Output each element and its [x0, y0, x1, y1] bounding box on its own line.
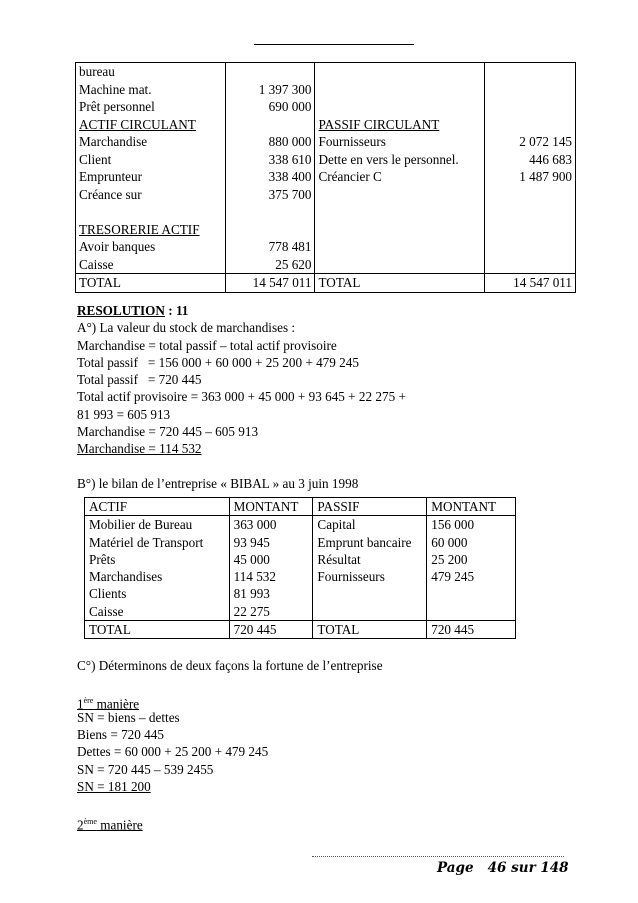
table-cell — [485, 98, 576, 116]
table-cell — [485, 63, 576, 81]
table-row — [76, 256, 576, 274]
table-cell — [225, 221, 315, 239]
table-cell — [485, 186, 576, 204]
table-cell: 2 072 145 — [485, 133, 576, 151]
table-cell — [485, 221, 576, 239]
table-cell — [225, 116, 315, 134]
table-cell — [315, 238, 485, 256]
cell-line: 22 275 — [233, 603, 270, 619]
resolution-title: RESOLUTION : 11 — [77, 303, 189, 318]
text-line: Dettes = 60 000 + 25 200 + 479 245 — [77, 744, 269, 760]
header-cell: ACTIF — [85, 498, 230, 516]
table-cell: 338 400 — [225, 168, 315, 186]
part-c-title: C°) Déterminons de deux façons la fortune de l’entreprise — [77, 658, 383, 673]
cell-line: 25 200 — [431, 551, 468, 567]
total-row — [85, 621, 516, 639]
text-line: A°) La valeur du stock de marchandises : — [77, 320, 296, 336]
total-cell: TOTAL — [313, 621, 427, 639]
table-cell: Prêt personnel — [76, 98, 226, 116]
cell-line: 45 000 — [233, 551, 270, 567]
table-cell — [485, 238, 576, 256]
cell-line: 93 945 — [233, 534, 270, 550]
total-cell: 14 547 011 — [225, 274, 315, 293]
cell-line: 479 245 — [431, 569, 475, 585]
table-cell: Fournisseurs — [315, 133, 485, 151]
table-cell — [315, 186, 485, 204]
actif-montant-cell — [229, 516, 313, 621]
cell-line: Capital — [317, 517, 356, 533]
total-cell: 720 445 — [427, 621, 516, 639]
table-row — [76, 151, 576, 169]
table-cell — [315, 81, 485, 99]
text-line: Total passif = 720 445 — [77, 372, 202, 388]
actif-cell — [85, 516, 230, 621]
table-row — [76, 186, 576, 204]
section-b-title: B°) le bilan de l’entreprise « BIBAL » au 3 juin 1998 — [77, 475, 359, 491]
table-cell — [76, 203, 226, 221]
table-cell: 446 683 — [485, 151, 576, 169]
cell-line: 114 532 — [233, 569, 276, 585]
text-line: Total passif = 156 000 + 60 000 + 25 200 + 479 245 — [77, 354, 359, 370]
cell-line: Prêts — [89, 551, 116, 567]
table-cell: Avoir banques — [76, 238, 226, 256]
table-cell: Créance sur — [76, 186, 226, 204]
page-number: Page 46 sur 148 — [437, 860, 569, 876]
cell-line: Clients — [89, 586, 127, 602]
table-cell — [485, 116, 576, 134]
table-row — [76, 116, 576, 134]
bilan-table-top — [75, 62, 576, 293]
table-cell — [225, 63, 315, 81]
table-cell — [485, 81, 576, 99]
result-c: SN = 181 200 — [77, 779, 151, 795]
cell-line: Emprunt bancaire — [317, 534, 412, 550]
table-cell: bureau — [76, 63, 226, 81]
table-cell: TRESORERIE ACTIF — [76, 221, 226, 239]
table-cell: 880 000 — [225, 133, 315, 151]
table-cell: 25 620 — [225, 256, 315, 274]
table-row — [85, 516, 516, 621]
total-cell: 14 547 011 — [485, 274, 576, 293]
cell-line: Mobilier de Bureau — [89, 517, 193, 533]
text-line: Marchandise = 720 445 – 605 913 — [77, 424, 259, 440]
text-line: Marchandise = total passif – total actif provisoire — [77, 337, 337, 353]
text-line: SN = 720 445 – 539 2455 — [77, 761, 214, 777]
header-cell: MONTANT — [229, 498, 313, 516]
header-cell: PASSIF — [313, 498, 427, 516]
table-cell — [485, 256, 576, 274]
table-cell: 338 610 — [225, 151, 315, 169]
method-1-title: 1ère manière — [77, 695, 140, 711]
cell-line: Caisse — [89, 603, 124, 619]
result-a: Marchandise = 114 532 — [77, 441, 202, 457]
table-cell: 1 397 300 — [225, 81, 315, 99]
text-line: Biens = 720 445 — [77, 727, 164, 743]
cell-line: Fournisseurs — [317, 569, 385, 585]
table-row — [76, 221, 576, 239]
total-cell: TOTAL — [315, 274, 485, 293]
passif-cell — [313, 516, 427, 621]
table-cell: Client — [76, 151, 226, 169]
table-row — [76, 238, 576, 256]
total-row — [76, 274, 576, 293]
text-line: Total actif provisoire = 363 000 + 45 000 + 93 645 + 22 275 + — [77, 389, 406, 405]
table-row — [76, 63, 576, 81]
cell-line: Matériel de Transport — [89, 534, 204, 550]
cell-line: Marchandises — [89, 569, 163, 585]
table-header-row — [85, 498, 516, 516]
cell-line: Résultat — [317, 551, 361, 567]
text-line: 81 993 = 605 913 — [77, 406, 171, 422]
table-cell — [315, 203, 485, 221]
table-row — [76, 133, 576, 151]
table-cell: PASSIF CIRCULANT — [315, 116, 485, 134]
table-cell: 375 700 — [225, 186, 315, 204]
footer-rule — [312, 856, 564, 857]
table-cell: Caisse — [76, 256, 226, 274]
bilan-table-b — [84, 497, 516, 639]
part-c-section — [77, 657, 383, 833]
text-line: SN = biens – dettes — [77, 709, 180, 725]
table-cell: Créancier C — [315, 168, 485, 186]
table-row — [76, 168, 576, 186]
header-cell: MONTANT — [427, 498, 516, 516]
table-cell: Machine mat. — [76, 81, 226, 99]
cell-line: 156 000 — [431, 517, 475, 533]
passif-montant-cell — [427, 516, 516, 621]
table-cell — [315, 63, 485, 81]
table-row — [76, 98, 576, 116]
table-cell — [225, 203, 315, 221]
table-cell — [315, 221, 485, 239]
table-cell: Dette en vers le personnel. — [315, 151, 485, 169]
cell-line: 81 993 — [233, 586, 270, 602]
cell-line: 60 000 — [431, 534, 468, 550]
method-2-title: 2ème manière — [77, 816, 143, 833]
table-cell — [315, 256, 485, 274]
cell-line: 363 000 — [233, 517, 277, 533]
table-cell — [315, 98, 485, 116]
total-cell: 720 445 — [229, 621, 313, 639]
table-row — [76, 81, 576, 99]
table-cell: Emprunteur — [76, 168, 226, 186]
table-cell — [485, 203, 576, 221]
table-cell: ACTIF CIRCULANT — [76, 116, 226, 134]
header-rule — [254, 44, 414, 45]
table-cell: 778 481 — [225, 238, 315, 256]
resolution-section — [77, 302, 406, 492]
table-cell: 1 487 900 — [485, 168, 576, 186]
total-cell: TOTAL — [85, 621, 230, 639]
table-cell: 690 000 — [225, 98, 315, 116]
table-row — [76, 203, 576, 221]
table-cell: Marchandise — [76, 133, 226, 151]
total-cell: TOTAL — [76, 274, 226, 293]
